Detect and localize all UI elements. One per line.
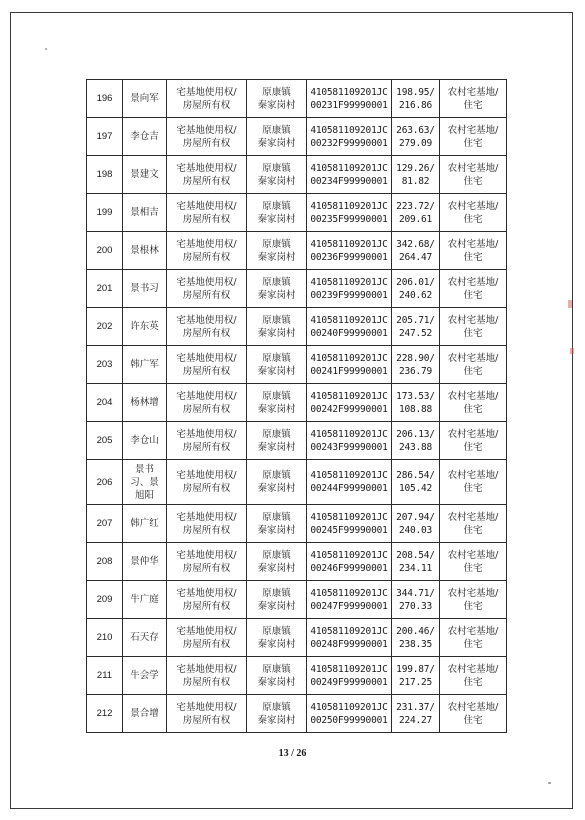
cell-area: 129.26/ 81.82	[392, 156, 440, 194]
table-row	[87, 232, 507, 270]
cell-area: 231.37/ 224.27	[392, 695, 440, 733]
cell-area: 200.46/ 238.35	[392, 619, 440, 657]
cell-usage: 农村宅基地/ 住宅	[440, 308, 507, 346]
cell-area: 342.68/ 264.47	[392, 232, 440, 270]
cell-owner-name: 景合增	[123, 695, 167, 733]
cell-usage: 农村宅基地/ 住宅	[440, 384, 507, 422]
cell-right-type: 宅基地使用权/ 房屋所有权	[167, 80, 247, 118]
cell-right-type: 宅基地使用权/ 房屋所有权	[167, 384, 247, 422]
cell-unit-id: 410581109201JC 00235F99990001	[307, 194, 392, 232]
scan-speck	[45, 48, 47, 50]
cell-owner-name: 许东英	[123, 308, 167, 346]
cell-owner-name: 杨林增	[123, 384, 167, 422]
cell-location: 原康镇 秦家岗村	[247, 581, 307, 619]
cell-usage: 农村宅基地/ 住宅	[440, 460, 507, 505]
cell-owner-name: 景建文	[123, 156, 167, 194]
cell-owner-name: 李仓吉	[123, 118, 167, 156]
cell-serial-number: 212	[87, 695, 123, 733]
cell-location: 原康镇 秦家岗村	[247, 695, 307, 733]
cell-owner-name: 韩广红	[123, 505, 167, 543]
cell-location: 原康镇 秦家岗村	[247, 80, 307, 118]
cell-usage: 农村宅基地/ 住宅	[440, 118, 507, 156]
cell-location: 原康镇 秦家岗村	[247, 194, 307, 232]
cell-area: 208.54/ 234.11	[392, 543, 440, 581]
cell-serial-number: 199	[87, 194, 123, 232]
cell-location: 原康镇 秦家岗村	[247, 156, 307, 194]
table-row	[87, 505, 507, 543]
cell-area: 223.72/ 209.61	[392, 194, 440, 232]
table-row	[87, 657, 507, 695]
cell-unit-id: 410581109201JC 00231F99990001	[307, 80, 392, 118]
cell-usage: 农村宅基地/ 住宅	[440, 156, 507, 194]
cell-usage: 农村宅基地/ 住宅	[440, 695, 507, 733]
property-register-table	[86, 79, 507, 733]
stamp-bleed-mark	[570, 348, 574, 354]
table-body	[87, 80, 507, 733]
cell-area: 263.63/ 279.09	[392, 118, 440, 156]
cell-usage: 农村宅基地/ 住宅	[440, 581, 507, 619]
table-row	[87, 384, 507, 422]
cell-unit-id: 410581109201JC 00247F99990001	[307, 581, 392, 619]
table-row	[87, 581, 507, 619]
cell-usage: 农村宅基地/ 住宅	[440, 80, 507, 118]
cell-serial-number: 202	[87, 308, 123, 346]
cell-location: 原康镇 秦家岗村	[247, 619, 307, 657]
cell-owner-name: 景书 习、景 旭阳	[123, 460, 167, 505]
cell-serial-number: 211	[87, 657, 123, 695]
scan-speck	[548, 782, 551, 784]
cell-owner-name: 景相吉	[123, 194, 167, 232]
cell-location: 原康镇 秦家岗村	[247, 346, 307, 384]
cell-location: 原康镇 秦家岗村	[247, 422, 307, 460]
table-row	[87, 619, 507, 657]
cell-right-type: 宅基地使用权/ 房屋所有权	[167, 308, 247, 346]
table-row	[87, 460, 507, 505]
cell-area: 206.13/ 243.88	[392, 422, 440, 460]
cell-owner-name: 景仲华	[123, 543, 167, 581]
cell-usage: 农村宅基地/ 住宅	[440, 194, 507, 232]
cell-usage: 农村宅基地/ 住宅	[440, 346, 507, 384]
cell-unit-id: 410581109201JC 00241F99990001	[307, 346, 392, 384]
cell-usage: 农村宅基地/ 住宅	[440, 270, 507, 308]
cell-serial-number: 203	[87, 346, 123, 384]
cell-owner-name: 石天存	[123, 619, 167, 657]
table-row	[87, 695, 507, 733]
cell-unit-id: 410581109201JC 00244F99990001	[307, 460, 392, 505]
cell-usage: 农村宅基地/ 住宅	[440, 232, 507, 270]
cell-unit-id: 410581109201JC 00245F99990001	[307, 505, 392, 543]
cell-serial-number: 204	[87, 384, 123, 422]
cell-owner-name: 景向军	[123, 80, 167, 118]
cell-location: 原康镇 秦家岗村	[247, 505, 307, 543]
cell-location: 原康镇 秦家岗村	[247, 384, 307, 422]
table-row	[87, 308, 507, 346]
cell-location: 原康镇 秦家岗村	[247, 543, 307, 581]
cell-area: 344.71/ 270.33	[392, 581, 440, 619]
table-row	[87, 270, 507, 308]
cell-right-type: 宅基地使用权/ 房屋所有权	[167, 194, 247, 232]
cell-owner-name: 牛会学	[123, 657, 167, 695]
cell-right-type: 宅基地使用权/ 房屋所有权	[167, 156, 247, 194]
cell-serial-number: 198	[87, 156, 123, 194]
cell-right-type: 宅基地使用权/ 房屋所有权	[167, 270, 247, 308]
cell-area: 228.90/ 236.79	[392, 346, 440, 384]
cell-location: 原康镇 秦家岗村	[247, 460, 307, 505]
cell-serial-number: 200	[87, 232, 123, 270]
cell-right-type: 宅基地使用权/ 房屋所有权	[167, 422, 247, 460]
cell-unit-id: 410581109201JC 00234F99990001	[307, 156, 392, 194]
cell-right-type: 宅基地使用权/ 房屋所有权	[167, 460, 247, 505]
cell-right-type: 宅基地使用权/ 房屋所有权	[167, 346, 247, 384]
cell-unit-id: 410581109201JC 00248F99990001	[307, 619, 392, 657]
cell-area: 198.95/ 216.86	[392, 80, 440, 118]
cell-serial-number: 206	[87, 460, 123, 505]
cell-right-type: 宅基地使用权/ 房屋所有权	[167, 581, 247, 619]
cell-area: 206.01/ 240.62	[392, 270, 440, 308]
cell-area: 173.53/ 108.88	[392, 384, 440, 422]
cell-location: 原康镇 秦家岗村	[247, 118, 307, 156]
cell-unit-id: 410581109201JC 00246F99990001	[307, 543, 392, 581]
cell-serial-number: 196	[87, 80, 123, 118]
cell-owner-name: 韩广军	[123, 346, 167, 384]
cell-unit-id: 410581109201JC 00239F99990001	[307, 270, 392, 308]
cell-owner-name: 景根林	[123, 232, 167, 270]
cell-right-type: 宅基地使用权/ 房屋所有权	[167, 232, 247, 270]
cell-right-type: 宅基地使用权/ 房屋所有权	[167, 505, 247, 543]
cell-serial-number: 207	[87, 505, 123, 543]
cell-location: 原康镇 秦家岗村	[247, 657, 307, 695]
cell-unit-id: 410581109201JC 00250F99990001	[307, 695, 392, 733]
cell-unit-id: 410581109201JC 00240F99990001	[307, 308, 392, 346]
cell-serial-number: 205	[87, 422, 123, 460]
cell-area: 286.54/ 105.42	[392, 460, 440, 505]
cell-owner-name: 景书习	[123, 270, 167, 308]
cell-location: 原康镇 秦家岗村	[247, 270, 307, 308]
cell-right-type: 宅基地使用权/ 房屋所有权	[167, 118, 247, 156]
table-row	[87, 194, 507, 232]
cell-unit-id: 410581109201JC 00249F99990001	[307, 657, 392, 695]
cell-location: 原康镇 秦家岗村	[247, 308, 307, 346]
cell-unit-id: 410581109201JC 00232F99990001	[307, 118, 392, 156]
stamp-bleed-mark	[568, 300, 572, 308]
cell-serial-number: 208	[87, 543, 123, 581]
table-row	[87, 156, 507, 194]
cell-location: 原康镇 秦家岗村	[247, 232, 307, 270]
table-row	[87, 422, 507, 460]
cell-usage: 农村宅基地/ 住宅	[440, 657, 507, 695]
cell-area: 205.71/ 247.52	[392, 308, 440, 346]
cell-unit-id: 410581109201JC 00242F99990001	[307, 384, 392, 422]
cell-usage: 农村宅基地/ 住宅	[440, 543, 507, 581]
table-row	[87, 346, 507, 384]
cell-right-type: 宅基地使用权/ 房屋所有权	[167, 619, 247, 657]
cell-serial-number: 209	[87, 581, 123, 619]
cell-usage: 农村宅基地/ 住宅	[440, 505, 507, 543]
table-row	[87, 80, 507, 118]
cell-right-type: 宅基地使用权/ 房屋所有权	[167, 543, 247, 581]
table-row	[87, 543, 507, 581]
cell-owner-name: 李仓山	[123, 422, 167, 460]
cell-right-type: 宅基地使用权/ 房屋所有权	[167, 657, 247, 695]
cell-unit-id: 410581109201JC 00243F99990001	[307, 422, 392, 460]
page-number: 13 / 26	[278, 748, 307, 759]
cell-area: 207.94/ 240.03	[392, 505, 440, 543]
cell-serial-number: 210	[87, 619, 123, 657]
cell-owner-name: 牛广庭	[123, 581, 167, 619]
cell-unit-id: 410581109201JC 00236F99990001	[307, 232, 392, 270]
table-row	[87, 118, 507, 156]
cell-area: 199.87/ 217.25	[392, 657, 440, 695]
cell-right-type: 宅基地使用权/ 房屋所有权	[167, 695, 247, 733]
cell-usage: 农村宅基地/ 住宅	[440, 619, 507, 657]
cell-serial-number: 201	[87, 270, 123, 308]
cell-usage: 农村宅基地/ 住宅	[440, 422, 507, 460]
cell-serial-number: 197	[87, 118, 123, 156]
